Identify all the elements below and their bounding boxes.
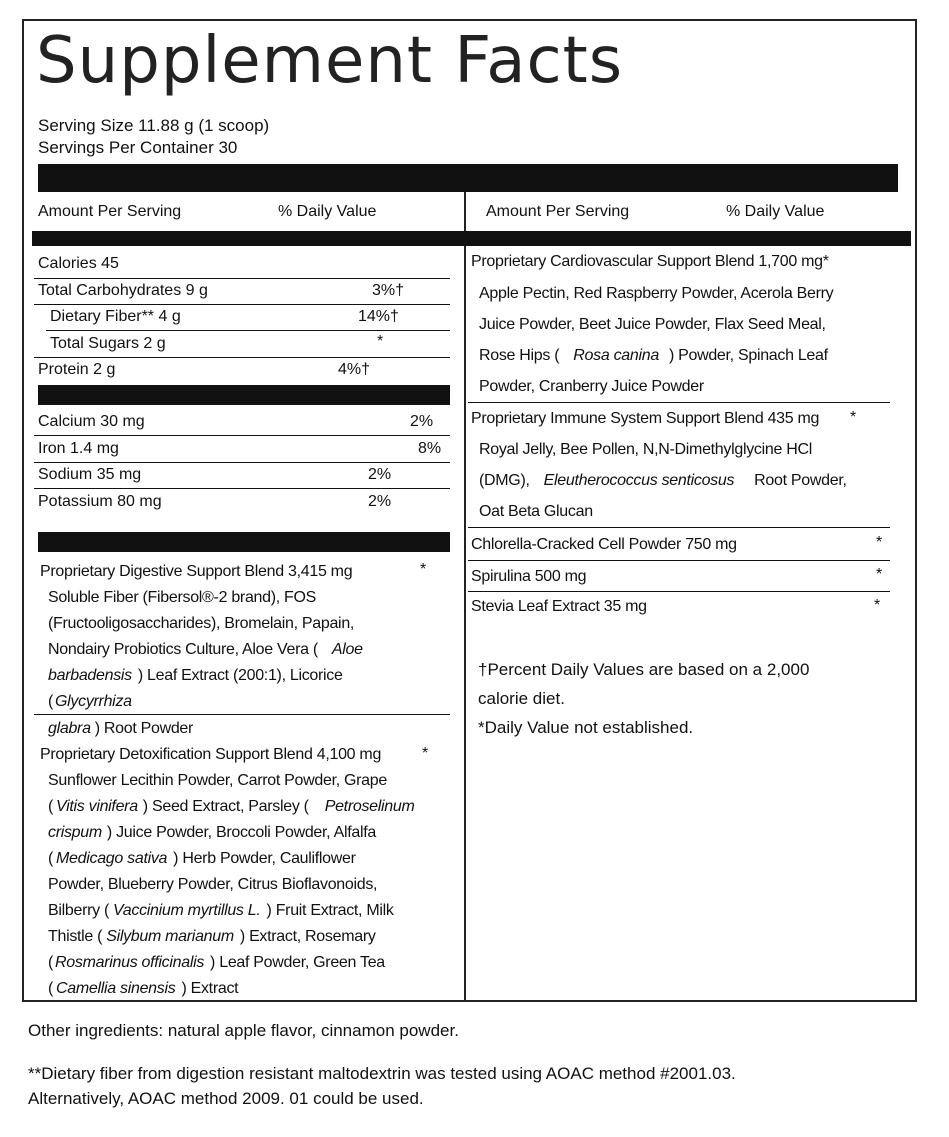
detox-line-2d: Petroselinum xyxy=(324,798,415,815)
total-sugars-label: Total Sugars 2 g xyxy=(50,335,166,352)
calories: Calories 45 xyxy=(38,255,119,272)
detox-blend-title: Proprietary Detoxification Support Blend 4,100 mg xyxy=(40,746,382,763)
detox-line-8 xyxy=(48,954,385,972)
spirulina-dv: * xyxy=(876,566,883,583)
rule xyxy=(468,591,890,592)
cardio-line-3 xyxy=(479,347,828,365)
immune-line-2b: Eleutherococcus senticosus xyxy=(543,472,735,489)
potassium-label: Potassium 80 mg xyxy=(38,493,162,510)
detox-line-4 xyxy=(48,850,356,868)
digestive-line-4a: barbadensis xyxy=(48,667,132,684)
cardio-line-1: Apple Pectin, Red Raspberry Powder, Acerola Berry xyxy=(479,285,834,302)
digestive-line-6b: ) Root Powder xyxy=(94,720,194,737)
immune-blend-title: Proprietary Immune System Support Blend 435 mg xyxy=(471,410,820,427)
digestive-line-3 xyxy=(48,641,363,659)
immune-blend-dv: * xyxy=(850,409,857,426)
immune-line-2a: (DMG), xyxy=(479,472,530,489)
immune-line-3: Oat Beta Glucan xyxy=(479,503,593,520)
iron-label: Iron 1.4 mg xyxy=(38,440,119,457)
detox-line-7a: Thistle ( xyxy=(48,928,103,945)
detox-line-7b: Silybum marianum xyxy=(106,928,234,945)
servings-per-container: Servings Per Container 30 xyxy=(38,138,238,157)
digestive-line-6 xyxy=(48,720,193,738)
digestive-line-5a: ( xyxy=(48,693,54,710)
sodium-label: Sodium 35 mg xyxy=(38,466,142,483)
sodium-dv: 2% xyxy=(368,466,392,483)
detox-line-2 xyxy=(48,798,414,816)
total-carbs-label: Total Carbohydrates 9 g xyxy=(38,282,208,299)
detox-line-4a: ( xyxy=(48,850,54,867)
thick-divider-top xyxy=(38,164,898,192)
potassium-dv: 2% xyxy=(368,493,392,510)
rule xyxy=(34,304,450,305)
dietary-fiber-label: Dietary Fiber** 4 g xyxy=(50,308,181,325)
detox-line-3b: ) Juice Powder, Broccoli Powder, Alfalfa xyxy=(106,824,376,841)
digestive-blend-dv: * xyxy=(420,561,427,578)
immune-line-2c: Root Powder, xyxy=(754,472,847,489)
fiber-note-line-2: Alternatively, AOAC method 2009. 01 could be used. xyxy=(28,1089,424,1108)
rule xyxy=(34,435,450,436)
calcium-dv: 2% xyxy=(410,413,434,430)
detox-line-2a: ( xyxy=(48,798,54,815)
digestive-line-2: (Fructooligosaccharides), Bromelain, Papain, xyxy=(48,615,355,632)
thick-divider-minerals xyxy=(38,385,450,405)
detox-line-8b: Rosmarinus officinalis xyxy=(55,954,205,971)
digestive-line-1: Soluble Fiber (Fibersol®-2 brand), FOS xyxy=(48,589,317,606)
detox-line-1: Sunflower Lecithin Powder, Carrot Powder, Grape xyxy=(48,772,387,789)
footnote-calorie-diet: calorie diet. xyxy=(478,689,565,708)
iron-dv: 8% xyxy=(418,440,442,457)
stevia-label: Stevia Leaf Extract 35 mg xyxy=(471,598,647,615)
detox-line-6b: Vaccinium myrtillus L. xyxy=(113,902,261,919)
cardio-blend-title: Proprietary Cardiovascular Support Blend 1,700 mg* xyxy=(471,253,829,270)
cardio-line-3c: ) Powder, Spinach Leaf xyxy=(668,347,828,364)
right-header-amount: Amount Per Serving xyxy=(486,203,630,220)
digestive-line-6a: glabra xyxy=(48,720,91,737)
digestive-line-3a: Nondairy Probiotics Culture, Aloe Vera ( xyxy=(48,641,318,658)
detox-line-6 xyxy=(48,902,394,920)
panel-title: Supplement Facts xyxy=(36,24,624,98)
rule xyxy=(46,330,450,331)
detox-line-7c: ) Extract, Rosemary xyxy=(239,928,376,945)
chlorella-dv: * xyxy=(876,534,883,551)
detox-line-9 xyxy=(48,980,238,998)
calcium-label: Calcium 30 mg xyxy=(38,413,145,430)
rule xyxy=(468,402,890,403)
cardio-line-3a: Rose Hips ( xyxy=(479,347,560,364)
rule xyxy=(34,462,450,463)
detox-line-7 xyxy=(48,928,376,946)
detox-line-8c: ) Leaf Powder, Green Tea xyxy=(210,954,385,971)
stevia-dv: * xyxy=(874,597,881,614)
immune-line-1: Royal Jelly, Bee Pollen, N,N-Dimethylglycine HCl xyxy=(479,441,812,458)
detox-line-9a: ( xyxy=(48,980,54,997)
total-sugars-dv: * xyxy=(377,333,384,350)
spirulina-label: Spirulina 500 mg xyxy=(471,568,587,585)
chlorella-label: Chlorella-Cracked Cell Powder 750 mg xyxy=(471,536,737,553)
footnote-not-established: *Daily Value not established. xyxy=(478,718,694,737)
rule xyxy=(34,714,450,715)
right-header-dv: % Daily Value xyxy=(726,203,825,220)
rule xyxy=(468,527,890,528)
detox-line-2c: ) Seed Extract, Parsley ( xyxy=(142,798,309,815)
detox-line-4c: ) Herb Powder, Cauliflower xyxy=(173,850,356,867)
rule xyxy=(34,488,450,489)
digestive-line-4b: ) Leaf Extract (200:1), Licorice xyxy=(137,667,343,684)
other-ingredients: Other ingredients: natural apple flavor, cinnamon powder. xyxy=(28,1021,459,1040)
cardio-line-2: Juice Powder, Beet Juice Powder, Flax Seed Meal, xyxy=(479,316,826,333)
detox-line-5: Powder, Blueberry Powder, Citrus Bioflavonoids, xyxy=(48,876,378,893)
thick-divider-header xyxy=(32,231,911,246)
rule xyxy=(468,560,890,561)
detox-line-9b: Camellia sinensis xyxy=(56,980,176,997)
left-header-amount: Amount Per Serving xyxy=(38,203,182,220)
dietary-fiber-dv: 14%† xyxy=(358,308,399,325)
fiber-note-line-1: **Dietary fiber from digestion resistant maltodextrin was tested using AOAC method #2001.03. xyxy=(28,1064,736,1083)
digestive-line-5 xyxy=(48,693,132,711)
serving-size: Serving Size 11.88 g (1 scoop) xyxy=(38,116,270,135)
detox-line-6c: ) Fruit Extract, Milk xyxy=(266,902,394,919)
protein-label: Protein 2 g xyxy=(38,361,116,378)
detox-line-6a: Bilberry ( xyxy=(48,902,110,919)
cardio-line-3b: Rosa canina xyxy=(573,347,659,364)
digestive-line-5b: Glycyrrhiza xyxy=(55,693,132,710)
column-divider xyxy=(464,192,466,1000)
detox-line-4b: Medicago sativa xyxy=(56,850,168,867)
thick-divider-blends xyxy=(38,532,450,552)
protein-dv: 4%† xyxy=(338,361,371,378)
detox-line-9c: ) Extract xyxy=(181,980,239,997)
digestive-line-4 xyxy=(48,667,343,685)
left-header-dv: % Daily Value xyxy=(278,203,377,220)
detox-line-3 xyxy=(48,824,376,842)
digestive-blend-title: Proprietary Digestive Support Blend 3,415 mg xyxy=(40,563,353,580)
digestive-line-3b: Aloe xyxy=(331,641,363,658)
rule xyxy=(34,278,450,279)
detox-line-8a: ( xyxy=(48,954,54,971)
detox-blend-dv: * xyxy=(422,745,429,762)
immune-line-2 xyxy=(479,472,847,490)
rule xyxy=(34,357,450,358)
detox-line-3a: crispum xyxy=(48,824,102,841)
detox-line-2b: Vitis vinifera xyxy=(56,798,138,815)
total-carbs-dv: 3%† xyxy=(372,282,405,299)
cardio-line-4: Powder, Cranberry Juice Powder xyxy=(479,378,704,395)
footnote-daily-values: †Percent Daily Values are based on a 2,000 xyxy=(478,660,810,679)
